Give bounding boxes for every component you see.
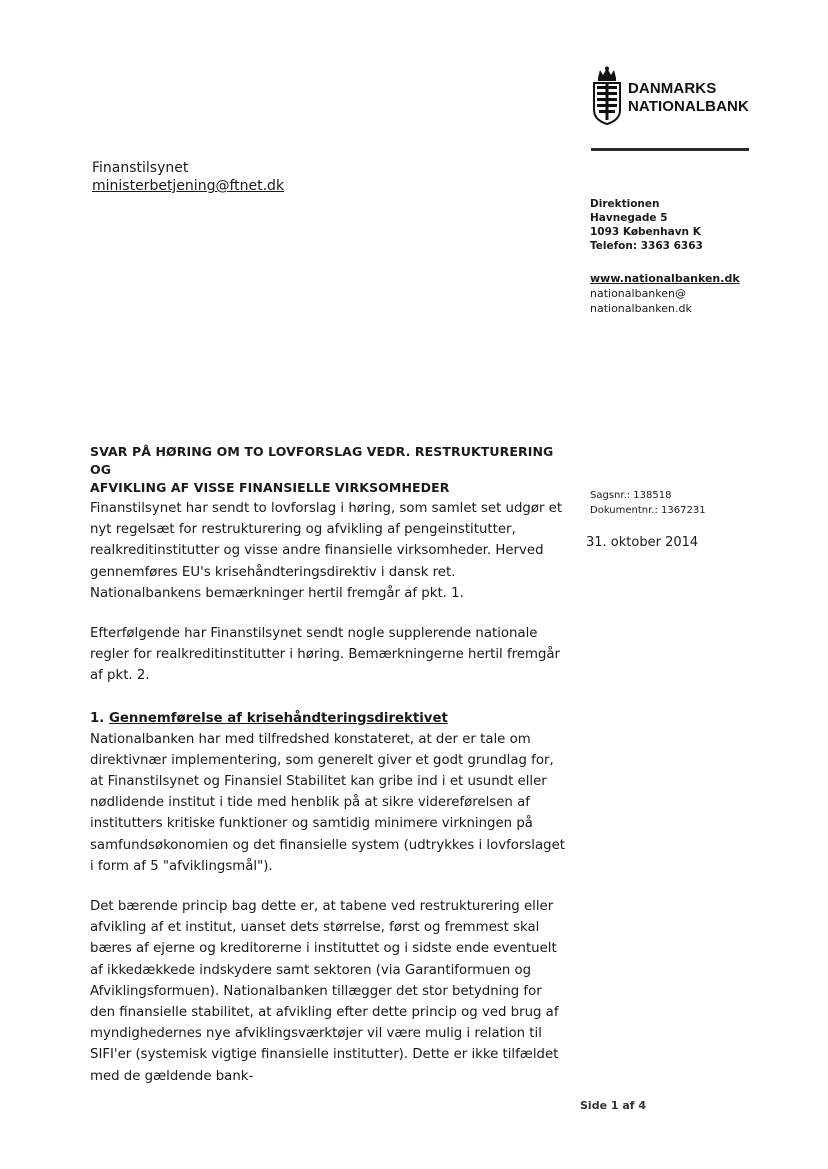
- title-line-2: AFVIKLING AF VISSE FINANSIELLE VIRKSOMHEDER: [90, 480, 450, 495]
- recipient-email: ministerbetjening@ftnet.dk: [92, 178, 285, 194]
- document-number: Dokumentnr.: 1367231: [590, 505, 706, 516]
- section-1-number: 1.: [90, 710, 105, 726]
- sender-website: www.nationalbanken.dk: [590, 272, 740, 285]
- letter-title: [90, 443, 570, 497]
- letter-body: [90, 443, 570, 1087]
- logo-line-1: DANMARKS: [628, 80, 717, 97]
- sender-city: 1093 København K: [590, 226, 701, 238]
- paragraph-1: Finanstilsynet har sendt to lovforslag i høring, som samlet set udgør et nyt regelsæt for restrukturering og afvikling af pengeinstitutter, realkreditinstitutter og visse andre finansielle virksomheder. Herved gennemføres EU's krisehåndteringsdirektiv i dansk ret. Nationalbankens bemærkninger hertil fremgår af pkt. 1.: [90, 501, 563, 601]
- sender-web: [590, 271, 740, 316]
- paragraph-2: Efterfølgende har Finanstilsynet sendt nogle supplerende nationale regler for realkreditinstitutter i høring. Bemærkningerne hertil fremgår af pkt. 2.: [90, 626, 561, 684]
- sender-email-1: nationalbanken@: [590, 287, 686, 300]
- crown-seal-icon: [590, 66, 624, 126]
- recipient-block: [92, 159, 284, 195]
- paragraph-3: Nationalbanken har med tilfredshed konstateret, at der er tale om direktivnær implementering, som generelt giver et godt grundlag for, at Finanstilsynet og Finansiel Stabilitet kan gribe ind i et usundt eller nødlidende institut i tide med henblik på at sikre videreførelsen af institutters kritiske funktioner og samtidig minimere virkningen på samfundsøkonomien og det finansielle system (udtrykkes i lovforslaget i form af 5 "afviklingsmål").: [90, 731, 565, 874]
- header-rule: [591, 148, 749, 151]
- recipient-name: Finanstilsynet: [92, 160, 189, 176]
- sender-address: [590, 197, 703, 253]
- case-number: Sagsnr.: 138518: [590, 490, 672, 501]
- section-1-title: Gennemførelse af krisehåndteringsdirektivet: [108, 710, 448, 726]
- paragraph-4: Det bærende princip bag dette er, at tabene ved restrukturering eller afvikling af et institut, uanset dets størrelse, først og fremmest skal bæres af ejerne og kreditorerne i instituttet og i sidste ende eventuelt af ikkedækkede indskydere samt sektoren (via Garantiformuen og Afviklingsformuen). Nationalbanken tillægger det stor betydning for den finansielle stabilitet, at afvikling efter dette princip og ved brug af myndighedernes nye afviklingsværktøjer vil være mulig i relation til SIFI'er (systemisk vigtige finansielle institutter). Dette er ikke tilfældet med de gældende bank-: [90, 899, 559, 1084]
- title-line-1: SVAR PÅ HØRING OM TO LOVFORSLAG VEDR. RESTRUKTURERING OG: [90, 444, 554, 477]
- section-1-heading: [90, 709, 570, 729]
- sender-street: Havnegade 5: [590, 212, 668, 224]
- page-number: Side 1 af 4: [580, 1099, 647, 1112]
- sender-dept: Direktionen: [590, 198, 660, 210]
- sender-phone: Telefon: 3363 6363: [590, 240, 703, 252]
- sender-email-2: nationalbanken.dk: [590, 302, 692, 315]
- reference-numbers: [590, 488, 706, 518]
- letter-date: 31. oktober 2014: [586, 535, 699, 550]
- logo-line-2: NATIONALBANK: [628, 98, 749, 115]
- nationalbank-logo: [590, 66, 780, 128]
